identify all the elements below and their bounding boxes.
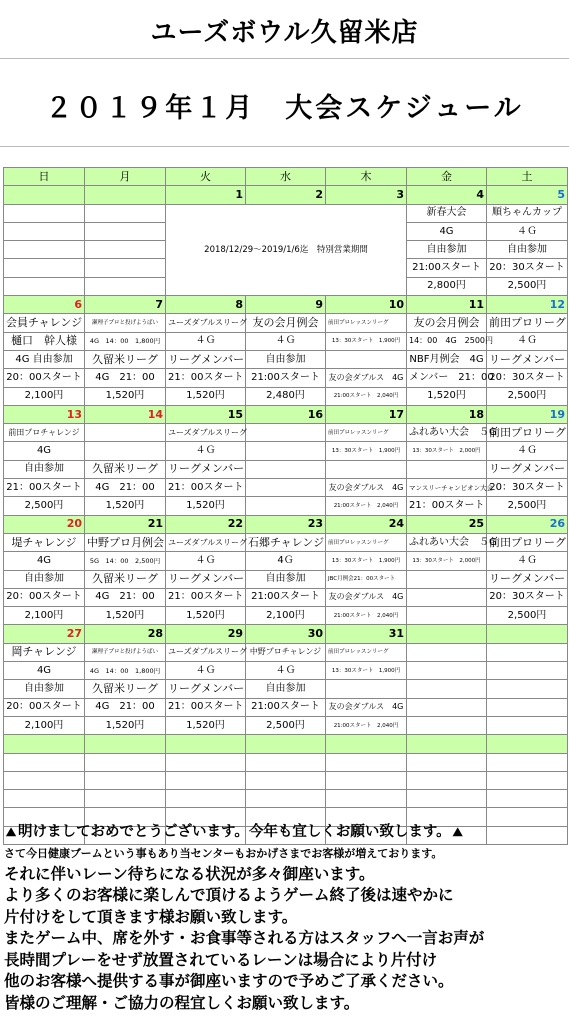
date-cell: 2 [246, 186, 326, 204]
event-cell [407, 643, 487, 661]
event-cell: 21:00スタート [407, 259, 487, 277]
event-cell: ４Ｇ [246, 662, 326, 680]
event-cell: 20：30スタート [487, 479, 568, 497]
date-cell: 5 [487, 186, 568, 204]
empty-row [4, 790, 568, 808]
event-cell: 樋口 幹人様 [4, 332, 85, 350]
date-cell: 8 [166, 296, 246, 314]
event-cell: 自由参加 [246, 570, 326, 588]
date-cell: 25 [407, 515, 487, 533]
event-cell: ユーズダブルスリーグ [166, 533, 246, 551]
event-row [4, 698, 568, 716]
event-cell [85, 424, 166, 442]
event-row [4, 424, 568, 442]
event-cell [326, 460, 407, 478]
date-cell: 31 [326, 625, 407, 643]
event-cell: 自由参加 [4, 680, 85, 698]
mountain-icon: ⛰ [5, 825, 17, 839]
event-cell: マンスリーチャンピオン大会 [407, 479, 487, 497]
event-cell: メンバー 21：00 [407, 369, 487, 387]
event-row [4, 387, 568, 405]
event-cell: ４Ｇ [166, 662, 246, 680]
event-cell [4, 241, 85, 259]
event-cell: 4G 21：00 [85, 479, 166, 497]
event-cell [85, 442, 166, 460]
event-cell: 13：30スタート 1,900円 [326, 332, 407, 350]
event-cell: 13：30スタート 1,900円 [326, 662, 407, 680]
event-cell [326, 680, 407, 698]
event-cell: 前田プロリーグ [487, 424, 568, 442]
note-line: 明けましておめでとうございます。今年も宜しくお願い致します。 [18, 824, 451, 840]
event-cell: 2,480円 [246, 387, 326, 405]
event-row [4, 460, 568, 478]
event-cell: 1,520円 [85, 607, 166, 625]
event-cell: 自由参加 [407, 241, 487, 259]
event-cell: リーグメンバー [487, 570, 568, 588]
date-cell: 13 [4, 405, 85, 423]
empty-week-band [4, 735, 568, 753]
note-line: それに伴いレーン待ちになる状況が多々御座います。 [4, 864, 375, 883]
event-cell: 自由参加 [4, 460, 85, 478]
event-row [4, 332, 568, 350]
event-cell: 4G [4, 552, 85, 570]
event-cell [246, 442, 326, 460]
event-cell: ４Ｇ [487, 552, 568, 570]
event-row [4, 314, 568, 332]
event-cell: 友の会ダブルス 4G [326, 698, 407, 716]
event-cell: 21：00スタート [166, 479, 246, 497]
event-cell [407, 460, 487, 478]
event-cell [85, 241, 166, 259]
event-cell: 前田プロリーグ [487, 314, 568, 332]
date-row [4, 186, 568, 204]
event-cell: 瀬理子プロと投げようばい [85, 643, 166, 661]
event-cell: 自由参加 [246, 350, 326, 368]
date-row [4, 515, 568, 533]
greeting-line [4, 822, 566, 844]
event-cell: ４Ｇ [166, 442, 246, 460]
event-cell: ４Ｇ [166, 552, 246, 570]
event-cell: 21:00スタート 2,040円 [326, 716, 407, 734]
event-cell: 友の会月例会 [407, 314, 487, 332]
date-row [4, 405, 568, 423]
date-cell: 17 [326, 405, 407, 423]
event-cell: 2,100円 [4, 387, 85, 405]
event-cell: 久留米リーグ [85, 460, 166, 478]
event-cell: 2,500円 [487, 387, 568, 405]
event-cell: リーグメンバー [166, 570, 246, 588]
event-cell: 友の会月例会 [246, 314, 326, 332]
event-cell: 4G 21：00 [85, 369, 166, 387]
note-line: 長時間プレーをせず放置されているレーンは場合により片付け [4, 950, 438, 969]
event-cell: 2,100円 [246, 607, 326, 625]
event-cell: 1,520円 [166, 387, 246, 405]
event-cell: 岡チャレンジ [4, 643, 85, 661]
divider [0, 58, 569, 59]
event-cell: 1,520円 [85, 716, 166, 734]
event-cell [246, 460, 326, 478]
event-cell: 石郷チャレンジ [246, 533, 326, 551]
event-cell [487, 643, 568, 661]
event-cell: 瀬理子プロと投げようばい [85, 314, 166, 332]
event-cell: 前田プロレッスンリーグ [326, 643, 407, 661]
event-cell: 中野プロ月例会 [85, 533, 166, 551]
event-cell: 20：30スタート [487, 588, 568, 606]
weekday-sun: 日 [4, 168, 85, 186]
date-cell [85, 186, 166, 204]
event-cell [487, 716, 568, 734]
date-cell: 19 [487, 405, 568, 423]
event-cell: 21：00スタート [166, 698, 246, 716]
event-cell [246, 424, 326, 442]
event-cell: 1,520円 [166, 497, 246, 515]
event-cell [407, 680, 487, 698]
event-cell: 2,100円 [4, 607, 85, 625]
event-cell: 久留米リーグ [85, 350, 166, 368]
event-cell [85, 277, 166, 295]
empty-row [4, 771, 568, 789]
event-cell: 2,500円 [4, 497, 85, 515]
event-cell [4, 222, 85, 240]
event-cell: 自由参加 [487, 241, 568, 259]
event-cell [326, 350, 407, 368]
event-cell: NBF月例会 4G [407, 350, 487, 368]
note-line: 他のお客様へ提供する事が御座いますので予めご了承ください。 [4, 972, 454, 990]
date-cell: 14 [85, 405, 166, 423]
event-cell [85, 222, 166, 240]
event-cell: 21：00スタート [166, 369, 246, 387]
date-cell: 12 [487, 296, 568, 314]
date-cell: 15 [166, 405, 246, 423]
event-cell: 20：00スタート [4, 369, 85, 387]
event-cell: 1,520円 [407, 387, 487, 405]
event-cell [246, 479, 326, 497]
event-cell [407, 607, 487, 625]
event-cell: 13：30スタート 2,000円 [407, 552, 487, 570]
event-cell: 21:00スタート [246, 588, 326, 606]
event-cell: 久留米リーグ [85, 680, 166, 698]
date-cell: 23 [246, 515, 326, 533]
event-cell: 会員チャレンジ [4, 314, 85, 332]
event-row [4, 204, 568, 222]
event-cell: ４Ｇ [487, 442, 568, 460]
event-cell [487, 662, 568, 680]
date-cell: 27 [4, 625, 85, 643]
divider [0, 146, 569, 147]
empty-row [4, 753, 568, 771]
event-cell: ４Ｇ [487, 222, 568, 240]
event-cell: 13：30スタート 2,000円 [407, 442, 487, 460]
event-cell [4, 259, 85, 277]
event-cell: 4Ｇ [246, 552, 326, 570]
event-row [4, 497, 568, 515]
event-cell: 20：30スタート [487, 259, 568, 277]
event-row [4, 350, 568, 368]
event-row [4, 442, 568, 460]
event-cell: ４Ｇ [487, 332, 568, 350]
note-line: またゲーム中、席を外す・お食事等される方はスタッフへ一言お声が [4, 929, 485, 947]
event-cell [246, 497, 326, 515]
event-cell [4, 277, 85, 295]
event-cell: 4G 21：00 [85, 698, 166, 716]
event-cell: ふれあい大会 ５G [407, 424, 487, 442]
event-row [4, 716, 568, 734]
event-cell: 前田プロレッスンリーグ [326, 533, 407, 551]
date-cell: 1 [166, 186, 246, 204]
event-row [4, 607, 568, 625]
event-cell: ユーズダブルスリーグ [166, 424, 246, 442]
event-cell: リーグメンバー [166, 350, 246, 368]
date-cell: 16 [246, 405, 326, 423]
event-cell [407, 588, 487, 606]
event-cell: 13：30スタート 1,900円 [326, 552, 407, 570]
event-cell [407, 570, 487, 588]
store-name: ユーズボウル久留米店 [150, 18, 419, 48]
date-cell: 22 [166, 515, 246, 533]
event-cell: リーグメンバー [166, 680, 246, 698]
date-cell: 9 [246, 296, 326, 314]
note-line: 片付けをして頂きます様お願い致します。 [4, 907, 298, 926]
event-cell: 友の会ダブルス 4G [326, 479, 407, 497]
event-row [4, 588, 568, 606]
event-cell: 2,500円 [487, 497, 568, 515]
event-row [4, 369, 568, 387]
event-cell: 自由参加 [4, 570, 85, 588]
event-cell: リーグメンバー [487, 460, 568, 478]
event-cell: リーグメンバー [487, 350, 568, 368]
event-row [4, 552, 568, 570]
event-cell: 21:00スタート 2,040円 [326, 497, 407, 515]
event-cell: 1,520円 [166, 716, 246, 734]
event-cell: 2,500円 [487, 277, 568, 295]
event-cell: 21:00スタート [246, 369, 326, 387]
event-cell: 21：00スタート [166, 588, 246, 606]
event-row [4, 479, 568, 497]
event-row [4, 643, 568, 661]
event-cell: 2,500円 [246, 716, 326, 734]
mountain-icon: ⛰ [452, 825, 463, 839]
weekday-sat: 土 [487, 168, 568, 186]
note-line: 皆様のご理解・ご協力の程宜しくお願い致します。 [4, 993, 360, 1012]
event-cell: ４Ｇ [246, 332, 326, 350]
event-cell [85, 204, 166, 222]
event-cell: 14：00 4G 2500円 [407, 332, 487, 350]
event-cell: 1,520円 [166, 607, 246, 625]
event-cell: 前田プロリーグ [487, 533, 568, 551]
event-cell: 前田プロレッスンリーグ [326, 424, 407, 442]
event-row [4, 680, 568, 698]
event-cell: 20：30スタート [487, 369, 568, 387]
event-cell: 順ちゃんカップ [487, 204, 568, 222]
event-cell: 2,500円 [487, 607, 568, 625]
event-cell: 自由参加 [246, 680, 326, 698]
event-cell: 友の会ダブルス 4G [326, 369, 407, 387]
event-cell: JBC月例会21：00スタート [326, 570, 407, 588]
event-cell: 2,800円 [407, 277, 487, 295]
date-cell: 3 [326, 186, 407, 204]
date-cell: 11 [407, 296, 487, 314]
event-cell: 2,100円 [4, 716, 85, 734]
event-cell: 久留米リーグ [85, 570, 166, 588]
date-cell: 30 [246, 625, 326, 643]
event-cell [85, 259, 166, 277]
date-cell: 6 [4, 296, 85, 314]
event-cell: ふれあい大会 ５G [407, 533, 487, 551]
date-cell: 29 [166, 625, 246, 643]
date-cell: 10 [326, 296, 407, 314]
date-cell: 7 [85, 296, 166, 314]
event-cell: 5G 14：00 2,500円 [85, 552, 166, 570]
event-cell: 1,520円 [85, 497, 166, 515]
event-cell [407, 698, 487, 716]
closed-notice: 2018/12/29～2019/1/6迄 特別営業期間 [166, 204, 407, 295]
date-cell [407, 625, 487, 643]
notice-text [4, 822, 566, 1014]
date-cell: 26 [487, 515, 568, 533]
event-cell: 21:00スタート 2,040円 [326, 387, 407, 405]
event-cell: リーグメンバー [166, 460, 246, 478]
event-cell: ４Ｇ [166, 332, 246, 350]
weekday-tue: 火 [166, 168, 246, 186]
event-cell: 20：00スタート [4, 698, 85, 716]
event-cell: 21:00スタート [246, 698, 326, 716]
event-cell: 堤チャレンジ [4, 533, 85, 551]
event-cell: 4G [4, 442, 85, 460]
event-cell: 4G 自由参加 [4, 350, 85, 368]
date-row [4, 625, 568, 643]
weekday-thu: 木 [326, 168, 407, 186]
date-cell: 20 [4, 515, 85, 533]
event-cell [487, 680, 568, 698]
event-cell [407, 662, 487, 680]
date-cell: 28 [85, 625, 166, 643]
event-cell: 新春大会 [407, 204, 487, 222]
date-cell [487, 625, 568, 643]
event-cell: 前田プロチャレンジ [4, 424, 85, 442]
weekday-wed: 水 [246, 168, 326, 186]
event-row [4, 570, 568, 588]
note-line: より多くのお客様に楽しんで頂けるようゲーム終了後は速やかに [4, 886, 454, 904]
event-cell: ユーズダブルスリーグ [166, 643, 246, 661]
event-cell [407, 716, 487, 734]
event-cell: 21:00スタート 2,040円 [326, 607, 407, 625]
weekday-header-row [4, 168, 568, 186]
event-cell: 21：00スタート [4, 479, 85, 497]
note-line: さて今日健康ブームという事もあり当センターもおかげさまでお客様が増えております。 [4, 846, 443, 860]
event-cell: 4G 14：00 1,800円 [85, 662, 166, 680]
event-cell: 1,520円 [85, 387, 166, 405]
event-cell: 4G [407, 222, 487, 240]
weekday-fri: 金 [407, 168, 487, 186]
event-cell: 20：00スタート [4, 588, 85, 606]
date-cell [4, 186, 85, 204]
event-cell: 13：30スタート 1,900円 [326, 442, 407, 460]
event-cell: 4G 14：00 1,800円 [85, 332, 166, 350]
date-cell: 21 [85, 515, 166, 533]
event-cell: 4G 21：00 [85, 588, 166, 606]
event-cell [487, 698, 568, 716]
date-cell: 4 [407, 186, 487, 204]
calendar-table [3, 167, 568, 845]
event-cell: 中野プロチャレンジ [246, 643, 326, 661]
weekday-mon: 月 [85, 168, 166, 186]
event-cell: 21：00スタート [407, 497, 487, 515]
event-cell [4, 204, 85, 222]
date-row [4, 296, 568, 314]
date-cell: 24 [326, 515, 407, 533]
date-cell: 18 [407, 405, 487, 423]
event-cell: 友の会ダブルス 4G [326, 588, 407, 606]
event-row [4, 662, 568, 680]
event-row [4, 533, 568, 551]
event-cell: 4G [4, 662, 85, 680]
page-title: ２０１９年１月 大会スケジュール [45, 93, 524, 124]
event-cell: ユーズダブルスリーグ [166, 314, 246, 332]
event-cell: 前田プロレッスンリーグ [326, 314, 407, 332]
